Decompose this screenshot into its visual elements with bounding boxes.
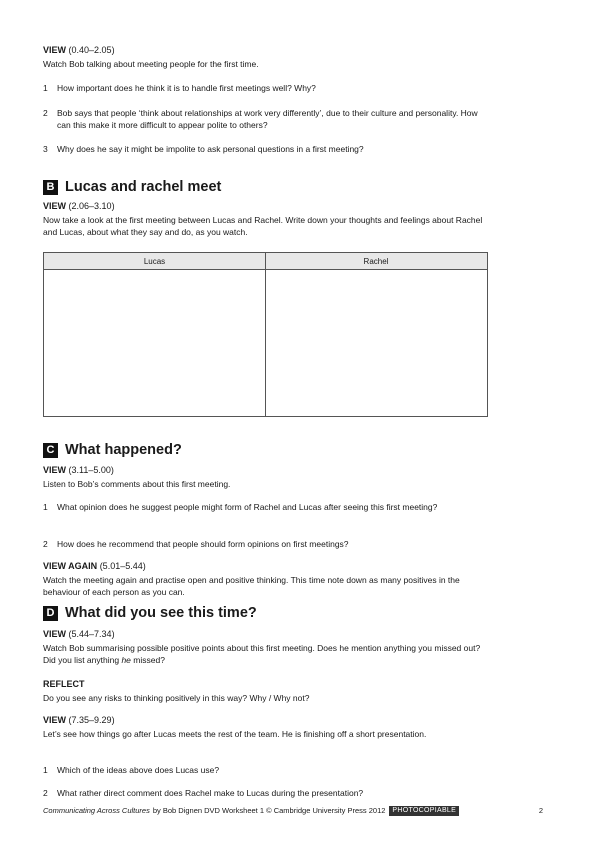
view-label: VIEW (7.35–9.29): [43, 715, 115, 725]
view-block-1: [43, 44, 483, 70]
question-item: 2 What rather direct comment does Rachel make to Lucas during the presentation?: [43, 788, 364, 798]
section-letter-badge: C: [43, 443, 58, 458]
view-instruction: Let’s see how things go after Lucas meets the rest of the team. He is finishing off a short presentation.: [43, 729, 427, 739]
reflect-text: Do you see any risks to thinking positively in this way? Why / Why not?: [43, 693, 310, 703]
view-label: VIEW (2.06–3.10): [43, 201, 115, 211]
photocopiable-badge: PHOTOCOPIABLE: [389, 806, 459, 816]
section-title: Lucas and rachel meet: [65, 179, 222, 195]
section-title: What happened?: [65, 442, 182, 458]
footer: [43, 806, 553, 816]
section-title: What did you see this time?: [65, 605, 257, 621]
page-number: 2: [538, 806, 543, 815]
question-item: 2 How does he recommend that people should form opinions on first meetings?: [43, 539, 349, 549]
view-block-2: [43, 200, 483, 238]
footer-credit: by Bob Dignen DVD Worksheet 1 © Cambridge University Press 2012: [152, 806, 386, 815]
view-label: VIEW (0.40–2.05): [43, 45, 115, 55]
section-d-header: [43, 604, 257, 622]
reflect-block: [43, 678, 483, 704]
view-instruction: Watch the meeting again and practise open and positive thinking. This time note down as many positives in the behaviour of each person as you can.: [43, 575, 460, 597]
book-title: Communicating Across Cultures: [43, 806, 150, 815]
section-b-header: [43, 178, 221, 196]
view-block-3: [43, 464, 483, 490]
section-c-header: [43, 441, 182, 459]
view-label: VIEW (3.11–5.00): [43, 465, 114, 475]
question-item: 1 How important does he think it is to handle first meetings well? Why?: [43, 83, 316, 93]
view-instruction: Watch Bob summarising possible positive points about this first meeting. Does he mention anything you missed out? Did you list anything he missed?: [43, 643, 481, 665]
view-block-5: [43, 714, 483, 740]
question-item: 1 What opinion does he suggest people might form of Rachel and Lucas after seeing this first meeting?: [43, 502, 438, 512]
section-letter-badge: D: [43, 606, 58, 621]
view-block-4: [43, 628, 483, 666]
question-item: 3 Why does he say it might be impolite to ask personal questions in a first meeting?: [43, 144, 364, 154]
table-header-rachel: Rachel: [265, 253, 487, 270]
view-again-block: [43, 560, 483, 598]
table-header-lucas: Lucas: [44, 253, 265, 270]
view-instruction: Watch Bob talking about meeting people for the first time.: [43, 59, 259, 69]
view-label: VIEW AGAIN (5.01–5.44): [43, 561, 146, 571]
notes-table: [43, 252, 488, 417]
table-divider: [265, 253, 266, 416]
view-instruction: Listen to Bob’s comments about this first meeting.: [43, 479, 231, 489]
question-item: 1 Which of the ideas above does Lucas use?: [43, 765, 220, 775]
view-instruction: Now take a look at the first meeting between Lucas and Rachel. Write down your thoughts and feelings about Rachel and Lucas, about what they say and do, as you watch.: [43, 215, 483, 237]
reflect-label: REFLECT: [43, 679, 85, 689]
view-label: VIEW (5.44–7.34): [43, 629, 115, 639]
section-letter-badge: B: [43, 180, 58, 195]
question-item: 2 Bob says that people ‘think about relationships at work very differently’, due to their culture and personality. How can this make it more difficult to appear polite to others?: [43, 108, 478, 130]
